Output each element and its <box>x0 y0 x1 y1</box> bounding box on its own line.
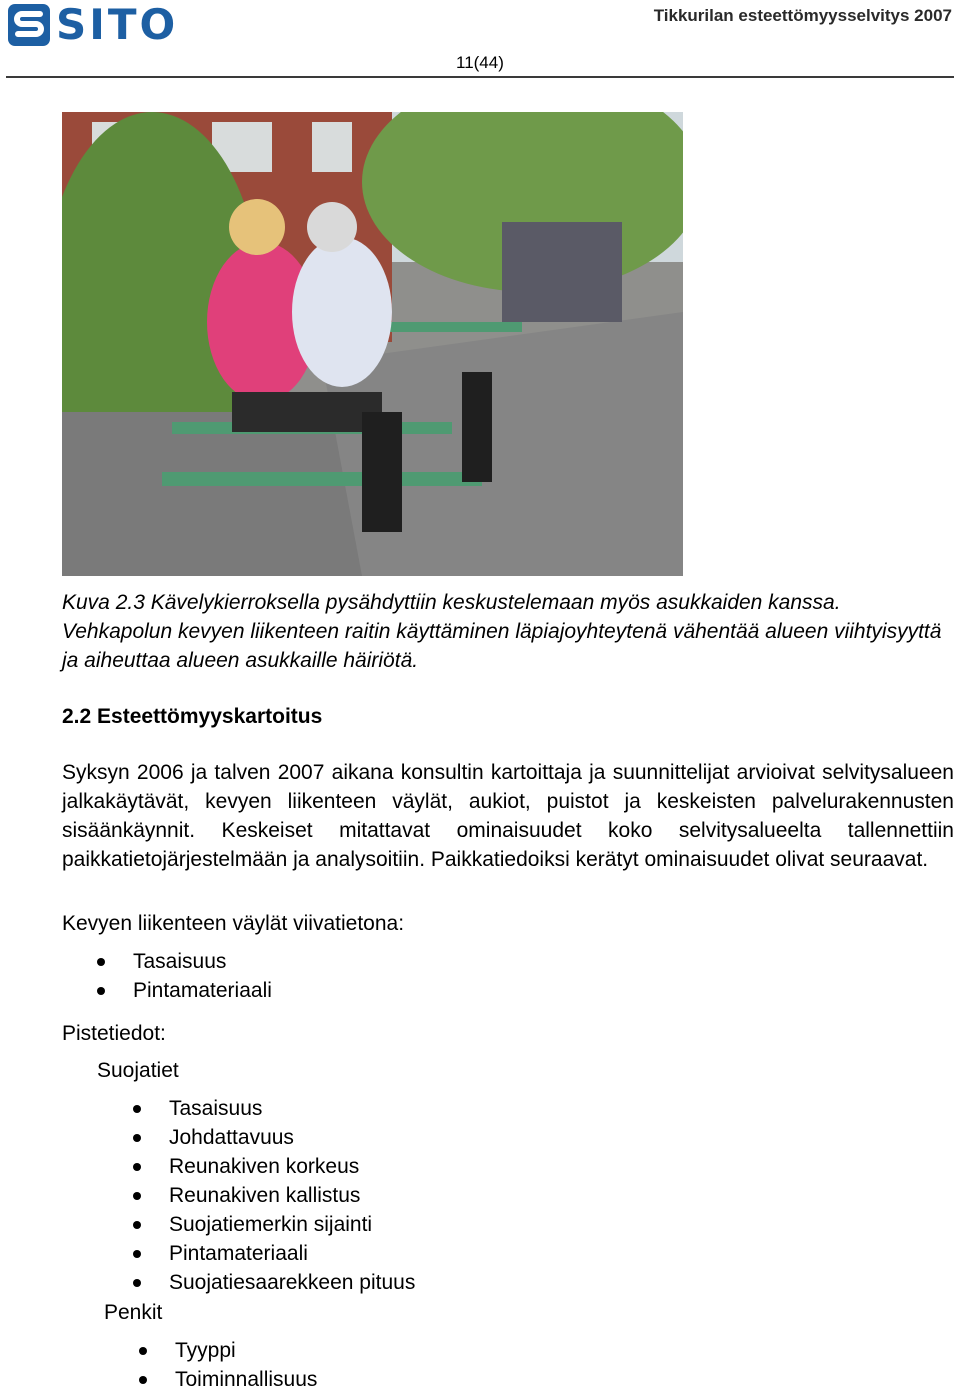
line-features-list <box>97 947 272 1005</box>
photo-image <box>62 112 683 576</box>
list-item: Suojatiemerkin sijainti <box>133 1210 415 1239</box>
crossings-label: Suojatiet <box>97 1059 179 1082</box>
header-divider <box>6 76 954 78</box>
section-heading: 2.2 Esteettömyyskartoitus <box>62 705 323 728</box>
list-item: Johdattavuus <box>133 1123 415 1152</box>
sito-logo <box>6 2 178 48</box>
crossings-list <box>133 1094 415 1297</box>
list-item: Reunakiven korkeus <box>133 1152 415 1181</box>
list-item: Pintamateriaali <box>133 1239 415 1268</box>
section-paragraph: Syksyn 2006 ja talven 2007 aikana konsultin kartoittaja ja suunnittelijat arvioivat selvitysalueen jalkakäytävät, kevyen liikenteen väylät, aukiot, puistot ja keskeisten palvelurakennusten sisäänkäynnit. Keskeiset mitattavat ominaisuudet koko selvitysalueelta tallennettiin paikkatietojärjestelmään ja analysoitiin. Paikkatiedoiksi kerätyt ominaisuudet olivat seuraavat. <box>62 761 954 871</box>
document-title: Tikkurilan esteettömyysselvitys 2007 <box>653 6 952 25</box>
sito-logo-icon <box>6 2 52 48</box>
photo <box>62 112 683 576</box>
list-item: Tyyppi <box>139 1336 317 1365</box>
list-item: Reunakiven kallistus <box>133 1181 415 1210</box>
point-data-label: Pistetiedot: <box>62 1022 166 1045</box>
benches-list <box>139 1336 317 1394</box>
line-features-label: Kevyen liikenteen väylät viivatietona: <box>62 912 405 935</box>
page-number: 11(44) <box>456 53 504 72</box>
list-item: Tasaisuus <box>97 947 272 976</box>
list-item: Toiminnallisuus <box>139 1365 317 1394</box>
list-item: Tasaisuus <box>133 1094 415 1123</box>
list-item: Pintamateriaali <box>97 976 272 1005</box>
logo-wordmark: SITO <box>56 0 179 49</box>
benches-label: Penkit <box>104 1301 163 1324</box>
list-item: Suojatiesaarekkeen pituus <box>133 1268 415 1297</box>
figure-caption: Kuva 2.3 Kävelykierroksella pysähdyttiin keskustelemaan myös asukkaiden kanssa. Vehkapolun kevyen liikenteen raitin käyttäminen läpiajoyhteytenä vähentää alueen viihtyisyyttä ja aiheuttaa alueen asukkaille häiriötä. <box>62 591 942 672</box>
